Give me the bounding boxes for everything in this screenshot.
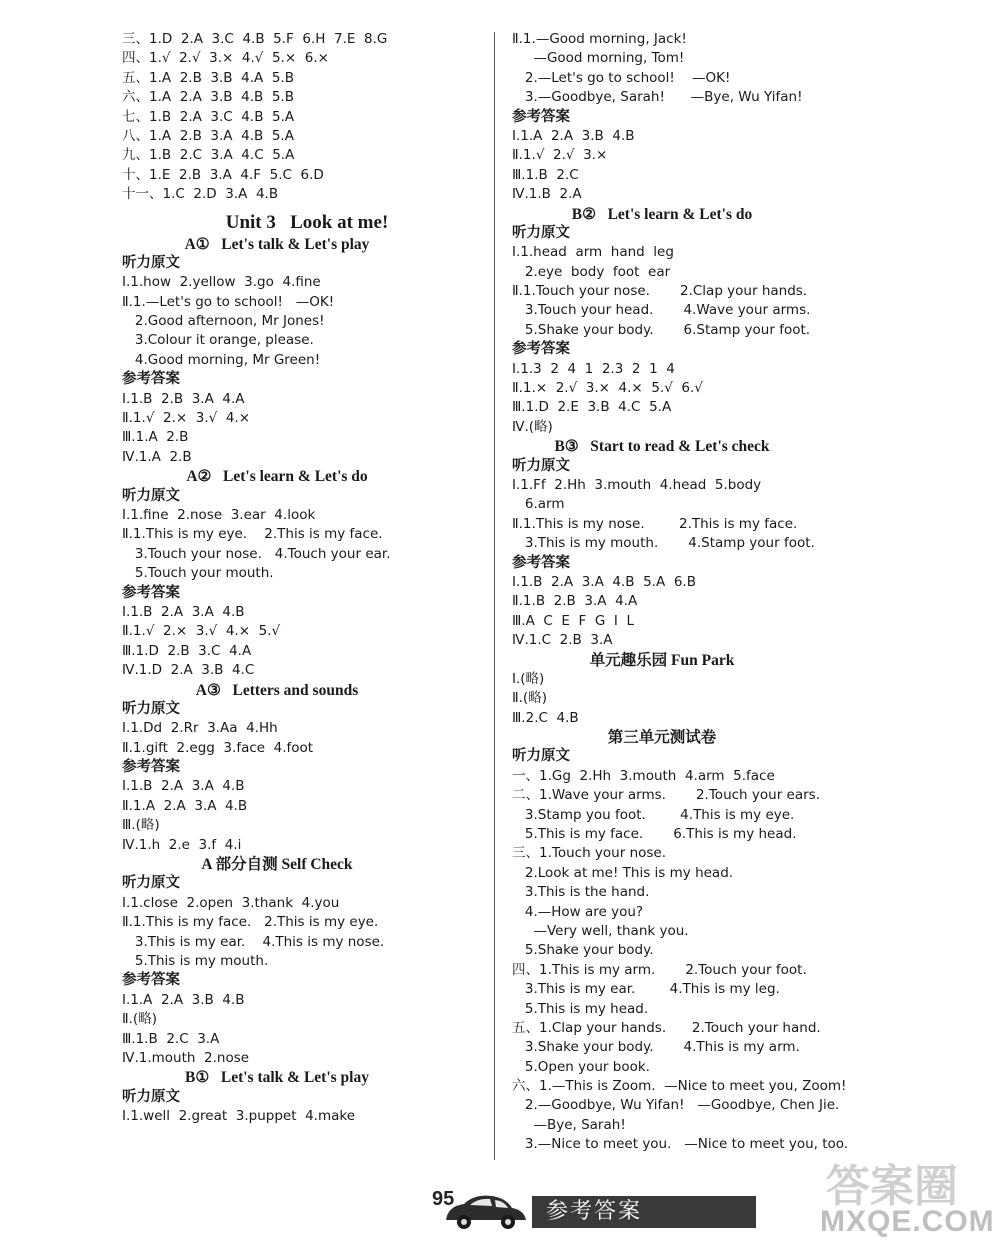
answer-line: Ⅰ.1.B 2.A 3.A 4.B: [122, 603, 245, 620]
answer-line: 6.arm: [512, 496, 565, 513]
answer-line: 5.This is my face. 6.This is my head.: [512, 826, 797, 843]
lesson-title: A① Let's talk & Let's play: [184, 235, 370, 253]
right-column: [512, 30, 872, 1155]
section-heading: 听力原文: [122, 254, 180, 271]
answer-line: Ⅰ.1.how 2.yellow 3.go 4.fine: [122, 274, 321, 291]
answer-line: Ⅱ.1.This is my nose. 2.This is my face.: [512, 515, 798, 532]
lesson-title: 单元趣乐园 Fun Park: [589, 651, 735, 669]
section-heading: 参考答案: [512, 341, 570, 358]
answer-line: 3.Touch your nose. 4.Touch your ear.: [122, 545, 391, 562]
answer-line: 八、1.A 2.B 3.A 4.B 5.A: [122, 127, 294, 144]
answer-line: Ⅰ.1.close 2.open 3.thank 4.you: [122, 894, 340, 911]
left-column: [122, 30, 492, 1126]
answer-line: Ⅰ.1.Dd 2.Rr 3.Aa 4.Hh: [122, 720, 278, 737]
answer-line: 5.This is my mouth.: [122, 952, 269, 969]
answer-line: 5.Open your book.: [512, 1058, 650, 1075]
answer-line: Ⅱ.1.Touch your nose. 2.Clap your hands.: [512, 283, 808, 300]
answer-line: Ⅳ.(略): [512, 418, 553, 435]
lesson-title: A② Let's learn & Let's do: [186, 468, 368, 486]
answer-line: Ⅱ.1.B 2.B 3.A 4.A: [512, 593, 638, 610]
answer-line: 三、1.Touch your nose.: [512, 845, 667, 862]
answer-line: Ⅱ.1.√ 2.√ 3.×: [512, 147, 608, 164]
answer-line: 3.This is my mouth. 4.Stamp your foot.: [512, 535, 815, 552]
answer-line: Ⅳ.1.B 2.A: [512, 186, 582, 203]
answer-line: Ⅲ.2.C 4.B: [512, 709, 579, 726]
answer-line: 四、1.√ 2.√ 3.× 4.√ 5.× 6.×: [122, 50, 329, 67]
page-number: 95: [432, 1188, 455, 1210]
answer-line: Ⅰ.1.Ff 2.Hh 3.mouth 4.head 5.body: [512, 476, 762, 493]
answer-line: 3.This is my ear. 4.This is my nose.: [122, 933, 385, 950]
answer-line: Ⅱ.1.gift 2.egg 3.face 4.foot: [122, 739, 314, 756]
answer-line: 3.Touch your head. 4.Wave your arms.: [512, 302, 811, 319]
answer-line: 2.eye body foot ear: [512, 263, 671, 280]
answer-line: 二、1.Wave your arms. 2.Touch your ears.: [512, 787, 820, 804]
answer-line: —Very well, thank you.: [512, 922, 689, 939]
answer-line: 十一、1.C 2.D 3.A 4.B: [122, 186, 279, 203]
answer-line: Ⅳ.1.D 2.A 3.B 4.C: [122, 662, 255, 679]
answer-line: 3.Stamp you foot. 4.This is my eye.: [512, 806, 795, 823]
answer-line: Ⅱ.1.√ 2.× 3.√ 4.×: [122, 410, 251, 427]
answer-line: Ⅲ.1.B 2.C: [512, 166, 579, 183]
answer-line: 四、1.This is my arm. 2.Touch your foot.: [512, 961, 807, 978]
answer-line: —Bye, Sarah!: [512, 1116, 626, 1133]
section-heading: 听力原文: [122, 700, 180, 717]
watermark-site: MXQE.COM: [820, 1205, 995, 1238]
answer-line: Ⅱ.1.This is my eye. 2.This is my face.: [122, 526, 383, 543]
answer-line: 3.—Goodbye, Sarah! —Bye, Wu Yifan!: [512, 89, 803, 106]
footer: [440, 1192, 880, 1232]
footer-banner: 参考答案: [532, 1196, 756, 1228]
lesson-title: A 部分自测 Self Check: [201, 856, 353, 874]
lesson-title: Unit 3 Look at me!: [225, 211, 389, 233]
answer-line: Ⅲ.A C E F G I L: [512, 612, 635, 629]
answer-line: 4.—How are you?: [512, 903, 644, 920]
section-heading: 听力原文: [512, 457, 570, 474]
answer-line: Ⅰ.1.well 2.great 3.puppet 4.make: [122, 1108, 356, 1125]
answer-line: Ⅰ.1.A 2.A 3.B 4.B: [512, 127, 635, 144]
answer-line: 九、1.B 2.C 3.A 4.C 5.A: [122, 147, 295, 164]
section-heading: 听力原文: [122, 487, 180, 504]
section-heading: 参考答案: [512, 108, 570, 125]
answer-line: Ⅱ.1.This is my face. 2.This is my eye.: [122, 914, 379, 931]
answer-line: Ⅰ.1.B 2.A 3.A 4.B: [122, 778, 245, 795]
watermark-logo: 答案圈: [826, 1161, 958, 1212]
section-heading: 听力原文: [512, 748, 570, 765]
answer-line: Ⅰ.1.A 2.A 3.B 4.B: [122, 991, 245, 1008]
lesson-title: 第三单元测试卷: [607, 729, 717, 747]
answer-line: Ⅱ.1.A 2.A 3.A 4.B: [122, 797, 248, 814]
answer-line: 十、1.E 2.B 3.A 4.F 5.C 6.D: [122, 166, 324, 183]
section-heading: 参考答案: [512, 554, 570, 571]
answer-line: Ⅳ.1.C 2.B 3.A: [512, 632, 613, 649]
answer-line: —Good morning, Tom!: [512, 50, 685, 67]
answer-line: Ⅱ.(略): [512, 690, 547, 707]
answer-line: 五、1.Clap your hands. 2.Touch your hand.: [512, 1019, 821, 1036]
answer-line: 3.This is my ear. 4.This is my leg.: [512, 981, 780, 998]
answer-line: Ⅰ.1.head arm hand leg: [512, 244, 674, 261]
answer-line: 4.Good morning, Mr Green!: [122, 351, 321, 368]
answer-line: 一、1.Gg 2.Hh 3.mouth 4.arm 5.face: [512, 767, 775, 784]
answer-line: 六、1.—This is Zoom. —Nice to meet you, Zoom!: [512, 1078, 847, 1095]
column-divider: [494, 32, 495, 1160]
answer-line: 5.This is my head.: [512, 1000, 649, 1017]
answer-line: Ⅲ.1.B 2.C 3.A: [122, 1030, 220, 1047]
section-heading: 参考答案: [122, 972, 180, 989]
answer-line: Ⅳ.1.h 2.e 3.f 4.i: [122, 836, 242, 853]
answer-line: Ⅰ.1.3 2 4 1 2.3 2 1 4: [512, 360, 675, 377]
section-heading: 听力原文: [512, 224, 570, 241]
section-heading: 参考答案: [122, 759, 180, 776]
answer-line: Ⅲ.(略): [122, 817, 160, 834]
answer-line: 七、1.B 2.A 3.C 4.B 5.A: [122, 108, 295, 125]
answer-line: Ⅱ.1.—Good morning, Jack!: [512, 31, 687, 47]
section-heading: 听力原文: [122, 1088, 180, 1105]
section-heading: 参考答案: [122, 584, 180, 601]
section-heading: 参考答案: [122, 371, 180, 388]
answer-line: Ⅲ.1.D 2.E 3.B 4.C 5.A: [512, 399, 672, 416]
lesson-title: B② Let's learn & Let's do: [571, 205, 753, 223]
lesson-title: B③ Start to read & Let's check: [554, 438, 770, 456]
answer-line: Ⅰ.1.fine 2.nose 3.ear 4.look: [122, 506, 316, 523]
answer-line: 3.This is the hand.: [512, 884, 650, 901]
answer-line: Ⅲ.1.D 2.B 3.C 4.A: [122, 642, 252, 659]
answer-line: 2.—Let's go to school! —OK!: [512, 69, 731, 86]
answer-line: Ⅳ.1.A 2.B: [122, 448, 192, 465]
answer-line: 2.—Goodbye, Wu Yifan! —Goodbye, Chen Jie.: [512, 1097, 840, 1114]
answer-line: 3.Colour it orange, please.: [122, 332, 314, 349]
answer-line: Ⅰ.1.B 2.A 3.A 4.B 5.A 6.B: [512, 573, 696, 590]
answer-line: Ⅱ.(略): [122, 1011, 157, 1028]
answer-line: Ⅱ.1.—Let's go to school! —OK!: [122, 293, 335, 310]
answer-line: Ⅳ.1.mouth 2.nose: [122, 1049, 250, 1066]
answer-line: 三、1.D 2.A 3.C 4.B 5.F 6.H 7.E 8.G: [122, 31, 388, 47]
answer-line: 5.Touch your mouth.: [122, 565, 274, 582]
answer-line: 5.Shake your body.: [512, 942, 654, 959]
answer-line: 5.Shake your body. 6.Stamp your foot.: [512, 321, 811, 338]
answer-line: 六、1.A 2.A 3.B 4.B 5.B: [122, 89, 294, 106]
answer-line: Ⅰ.(略): [512, 670, 545, 687]
answer-line: Ⅱ.1.√ 2.× 3.√ 4.× 5.√: [122, 623, 281, 640]
answer-line: Ⅰ.1.B 2.B 3.A 4.A: [122, 390, 245, 407]
answer-line: 3.—Nice to meet you. —Nice to meet you, too.: [512, 1136, 849, 1153]
answer-line: 2.Good afternoon, Mr Jones!: [122, 313, 325, 330]
lesson-title: A③ Letters and sounds: [195, 681, 359, 699]
section-heading: 听力原文: [122, 875, 180, 892]
answer-line: Ⅲ.1.A 2.B: [122, 429, 189, 446]
answer-line: 2.Look at me! This is my head.: [512, 864, 734, 881]
lesson-title: B① Let's talk & Let's play: [185, 1069, 369, 1087]
answer-line: 五、1.A 2.B 3.B 4.A 5.B: [122, 69, 294, 86]
answer-line: 3.Shake your body. 4.This is my arm.: [512, 1039, 800, 1056]
answer-line: Ⅱ.1.× 2.√ 3.× 4.× 5.√ 6.√: [512, 380, 703, 397]
